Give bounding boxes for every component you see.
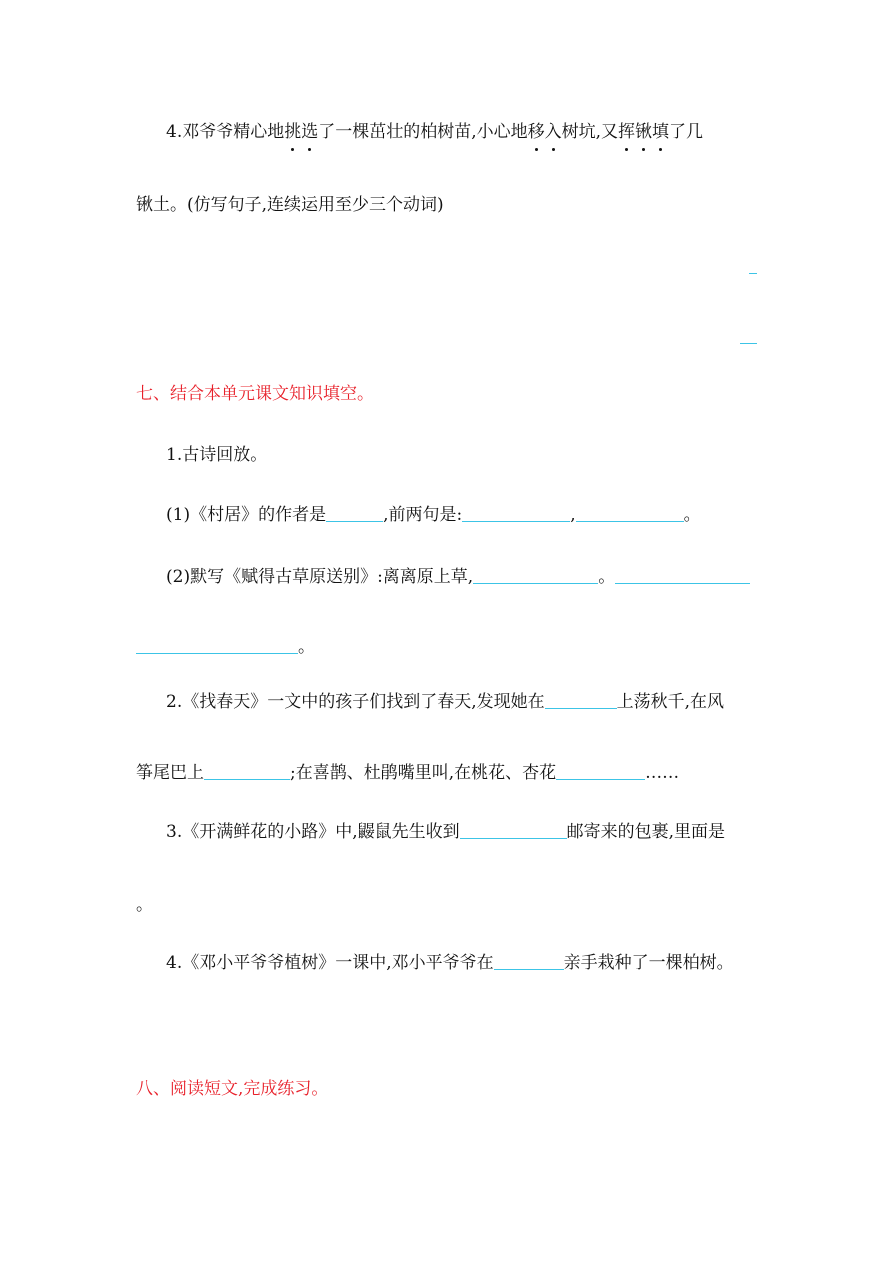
item1-1-text-b: ,前两句是: [383,505,463,525]
q4-line1 [166,120,703,144]
dotted-char: 锹 [635,122,653,142]
item3-line1 [166,820,725,844]
q4-text-1: 邓爷爷精心地 [182,122,285,142]
item2-text-e: …… [645,763,680,783]
answer-line-mark-1[interactable] [749,273,757,274]
item4-text-b: 亲手栽种了一棵柏树。 [563,953,734,973]
dotted-char: 填 [652,122,670,142]
dotted-char: 入 [544,122,562,142]
section7-heading: 七、结合本单元课文知识填空。 [136,384,374,404]
spring-blank-2[interactable] [204,761,290,780]
item1-2 [166,565,750,589]
item3-text-b: 邮寄来的包裹,里面是 [566,822,726,842]
mole-blank[interactable] [460,820,567,839]
item2-text-d: ;在喜鹊、杜鹃嘴里叫,在桃花、杏花 [290,763,557,783]
dotted-char: 移 [527,122,545,142]
place-blank[interactable] [494,951,564,970]
poem-line2-blank[interactable] [576,503,684,522]
item1-2-text-a: (2)默写《赋得古草原送别》:离离原上草, [166,567,474,587]
dotted-char: 选 [301,122,319,142]
dotted-char: 挥 [618,122,636,142]
item1-2-cont [136,635,315,659]
item1-1-text-c: , [570,505,576,525]
item1-2-end: 。 [298,637,315,657]
q4-text-3: 树坑,又 [561,122,619,142]
poem-blank-1[interactable] [473,565,598,584]
item1-1 [166,503,701,527]
q4-number: 4. [166,122,183,142]
item2-text-c: 筝尾巴上 [136,763,204,783]
poem-blank-3[interactable] [136,635,298,654]
item2-line1 [166,690,724,714]
item2-text-a: 2.《找春天》一文中的孩子们找到了春天,发现她在 [166,692,545,712]
q4-text-4: 了几 [669,122,704,142]
item1-2-text-b: 。 [598,567,616,587]
q4-line2: 锹土。(仿写句子,连续运用至少三个动词) [136,195,444,215]
spring-blank-3[interactable] [556,761,645,780]
poem-blank-2[interactable] [615,565,750,584]
item4-text-a: 4.《邓小平爷爷植树》一课中,邓小平爷爷在 [166,953,494,973]
dotted-char: 挑 [284,122,302,142]
item1-title: 1.古诗回放。 [166,445,268,465]
spring-blank-1[interactable] [545,690,617,709]
item3-text-a: 3.《开满鲜花的小路》中,鼹鼠先生收到 [166,822,460,842]
section8-heading: 八、阅读短文,完成练习。 [136,1079,329,1099]
item4-line [166,951,734,975]
item2-text-b: 上荡秋千,在风 [616,692,725,712]
author-blank[interactable] [326,503,383,522]
item1-1-text-d: 。 [683,505,701,525]
answer-line-mark-2[interactable] [740,343,757,344]
item3-line2: 。 [136,895,153,915]
item2-line2 [136,761,679,785]
q4-text-2: 了一棵茁壮的柏树苗,小心地 [318,122,528,142]
item1-1-text-a: (1)《村居》的作者是 [166,505,327,525]
poem-line1-blank[interactable] [462,503,570,522]
